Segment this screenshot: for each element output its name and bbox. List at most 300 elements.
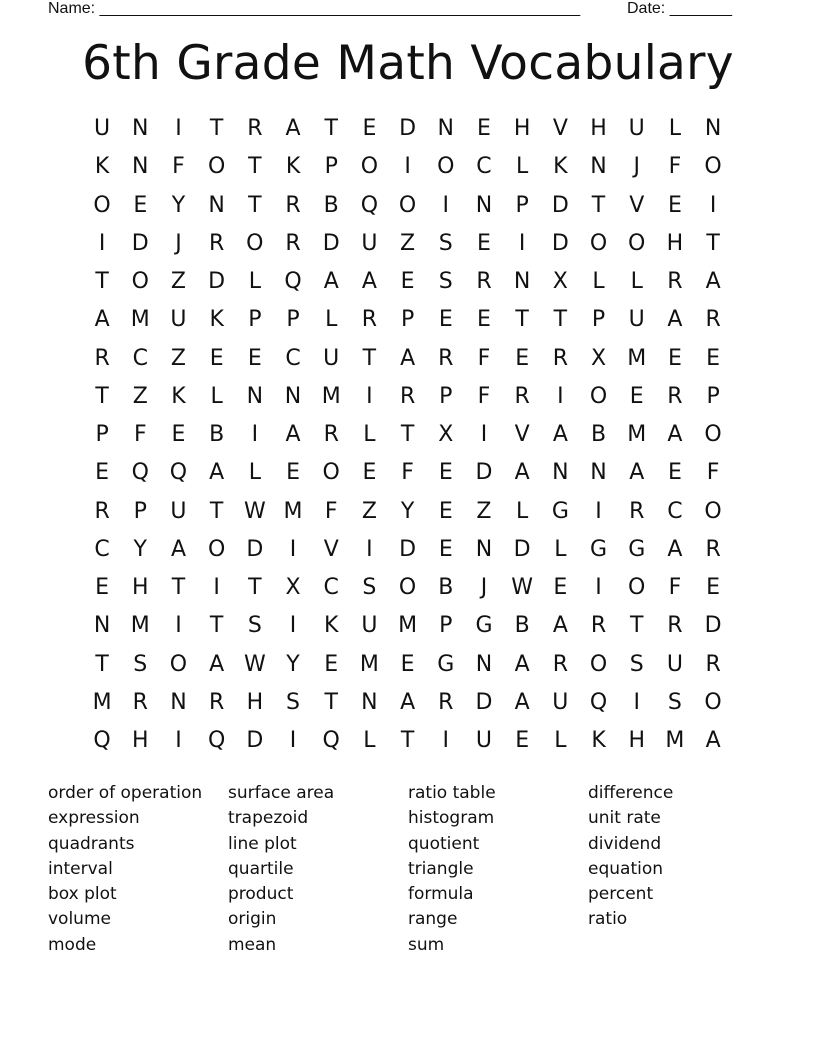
grid-letter[interactable]: E xyxy=(667,192,682,218)
grid-letter[interactable]: M xyxy=(665,728,685,753)
grid-letter[interactable]: N xyxy=(590,154,607,180)
grid-letter[interactable]: K xyxy=(171,383,186,409)
grid-letter[interactable]: R xyxy=(399,383,416,409)
grid-letter[interactable]: R xyxy=(94,345,110,371)
grid-letter[interactable]: B xyxy=(323,192,339,218)
grid-letter[interactable]: L xyxy=(554,536,567,562)
grid-letter[interactable]: O xyxy=(360,154,379,180)
grid-letter[interactable]: R xyxy=(285,192,301,218)
grid-letter[interactable]: R xyxy=(94,498,110,524)
grid-letter[interactable]: I xyxy=(251,422,259,447)
grid-letter[interactable]: G xyxy=(475,613,493,639)
grid-letter[interactable]: E xyxy=(515,345,530,371)
grid-letter[interactable]: K xyxy=(553,154,568,180)
grid-letter[interactable]: L xyxy=(363,422,376,447)
grid-letter[interactable]: T xyxy=(209,613,224,639)
grid-letter[interactable]: A xyxy=(361,269,377,294)
grid-letter[interactable]: G xyxy=(628,536,646,562)
grid-letter[interactable]: R xyxy=(209,230,225,256)
grid-letter[interactable]: J xyxy=(633,154,640,180)
grid-letter[interactable]: E xyxy=(515,728,530,753)
grid-letter[interactable]: T xyxy=(400,422,415,447)
grid-letter[interactable]: A xyxy=(323,269,339,294)
grid-letter[interactable]: Y xyxy=(400,498,415,524)
grid-letter[interactable]: O xyxy=(628,575,646,600)
grid-letter[interactable]: O xyxy=(398,575,417,600)
grid-letter[interactable]: O xyxy=(704,154,722,180)
grid-letter[interactable]: V xyxy=(323,536,339,562)
grid-letter[interactable]: I xyxy=(289,728,297,753)
grid-letter[interactable]: I xyxy=(289,536,297,562)
grid-letter[interactable]: N xyxy=(475,192,493,218)
grid-letter[interactable]: E xyxy=(286,460,300,486)
grid-letter[interactable]: P xyxy=(591,307,606,333)
grid-letter[interactable]: Q xyxy=(360,192,379,218)
grid-letter[interactable]: X xyxy=(285,575,301,600)
grid-letter[interactable]: E xyxy=(667,460,682,486)
grid-letter[interactable]: E xyxy=(133,192,148,218)
grid-letter[interactable]: M xyxy=(130,613,150,639)
grid-letter[interactable]: E xyxy=(438,307,453,333)
grid-letter[interactable]: T xyxy=(553,307,568,333)
grid-letter[interactable]: I xyxy=(595,498,602,524)
grid-letter[interactable]: P xyxy=(515,192,529,218)
grid-letter[interactable]: T xyxy=(171,575,186,600)
grid-letter[interactable]: N xyxy=(132,116,149,141)
grid-letter[interactable]: N xyxy=(475,651,493,677)
grid-letter[interactable]: F xyxy=(133,422,147,447)
grid-letter[interactable]: W xyxy=(243,498,266,524)
grid-letter[interactable]: B xyxy=(590,422,607,447)
grid-letter[interactable]: N xyxy=(93,613,111,639)
grid-letter[interactable]: T xyxy=(248,575,262,600)
grid-letter[interactable]: T xyxy=(324,116,338,141)
grid-letter[interactable]: E xyxy=(553,575,568,600)
grid-letter[interactable]: I xyxy=(480,422,488,447)
grid-letter[interactable]: P xyxy=(439,383,453,409)
grid-letter[interactable]: T xyxy=(95,269,109,294)
grid-letter[interactable]: F xyxy=(668,154,682,180)
grid-letter[interactable]: E xyxy=(209,345,224,371)
grid-letter[interactable]: R xyxy=(209,689,225,715)
grid-letter[interactable]: Y xyxy=(133,536,147,562)
grid-letter[interactable]: O xyxy=(704,498,722,524)
grid-letter[interactable]: C xyxy=(476,154,492,180)
grid-letter[interactable]: P xyxy=(248,307,262,333)
grid-letter[interactable]: S xyxy=(438,269,453,294)
grid-letter[interactable]: H xyxy=(666,230,684,256)
grid-letter[interactable]: O xyxy=(589,383,608,409)
grid-letter[interactable]: O xyxy=(93,192,111,218)
grid-letter[interactable]: O xyxy=(589,230,608,256)
grid-letter[interactable]: V xyxy=(552,116,568,141)
grid-letter[interactable]: D xyxy=(551,192,569,218)
grid-letter[interactable]: M xyxy=(359,651,379,677)
grid-letter[interactable]: Z xyxy=(361,498,377,524)
grid-letter[interactable]: F xyxy=(324,498,338,524)
word-item: dividend xyxy=(588,833,662,854)
grid-letter[interactable]: N xyxy=(284,383,302,409)
grid-letter[interactable]: M xyxy=(398,613,418,639)
grid-letter[interactable]: T xyxy=(95,651,109,677)
grid-letter[interactable]: R xyxy=(629,498,645,524)
name-field[interactable]: Name: ______________________________________________________ xyxy=(48,0,581,17)
grid-letter[interactable]: Z xyxy=(170,269,186,294)
grid-letter[interactable]: A xyxy=(629,460,645,486)
grid-letter[interactable]: E xyxy=(438,536,453,562)
grid-letter[interactable]: R xyxy=(361,307,378,333)
grid-letter[interactable]: N xyxy=(513,269,531,294)
grid-letter[interactable]: R xyxy=(590,613,607,639)
grid-letter[interactable]: R xyxy=(247,116,263,141)
grid-letter[interactable]: U xyxy=(552,689,569,715)
grid-letter[interactable]: N xyxy=(208,192,225,218)
grid-letter[interactable]: E xyxy=(438,460,453,486)
word-item: product xyxy=(228,884,294,905)
grid-letter[interactable]: A xyxy=(514,460,530,486)
grid-letter[interactable]: Q xyxy=(322,728,340,753)
grid-letter[interactable]: P xyxy=(400,307,415,333)
grid-letter[interactable]: E xyxy=(362,460,377,486)
grid-letter[interactable]: A xyxy=(514,689,530,715)
grid-letter[interactable]: X xyxy=(590,345,607,371)
grid-letter[interactable]: E xyxy=(477,116,491,141)
grid-letter[interactable]: K xyxy=(285,154,301,180)
grid-letter[interactable]: X xyxy=(438,422,454,447)
grid-letter[interactable]: P xyxy=(95,422,109,447)
grid-letter[interactable]: E xyxy=(706,345,721,371)
grid-letter[interactable]: K xyxy=(209,307,224,333)
grid-letter[interactable]: L xyxy=(325,307,338,333)
grid-letter[interactable]: O xyxy=(589,651,608,677)
grid-letter[interactable]: N xyxy=(552,460,569,486)
grid-letter[interactable]: D xyxy=(246,536,264,562)
grid-letter[interactable]: M xyxy=(627,345,647,371)
grid-letter[interactable]: L xyxy=(516,498,529,524)
word-item: quotient xyxy=(408,833,480,854)
grid-letter[interactable]: U xyxy=(628,307,645,333)
grid-letter[interactable]: O xyxy=(207,154,226,180)
grid-letter[interactable]: I xyxy=(98,230,106,256)
grid-letter[interactable]: R xyxy=(323,422,339,447)
grid-letter[interactable]: V xyxy=(514,422,530,447)
grid-letter[interactable]: I xyxy=(175,728,182,753)
grid-letter[interactable]: E xyxy=(629,383,644,409)
grid-letter[interactable]: T xyxy=(209,116,224,141)
grid-letter[interactable]: O xyxy=(398,192,417,218)
grid-letter[interactable]: L xyxy=(248,269,261,294)
grid-letter[interactable]: L xyxy=(516,154,529,180)
grid-letter[interactable]: A xyxy=(170,536,186,562)
grid-letter[interactable]: D xyxy=(208,269,226,294)
grid-letter[interactable]: E xyxy=(706,575,721,600)
word-item: box plot xyxy=(48,884,117,905)
grid-letter[interactable]: M xyxy=(130,307,150,333)
grid-letter[interactable]: N xyxy=(437,116,455,141)
grid-letter[interactable]: I xyxy=(366,383,373,409)
grid-letter[interactable]: O xyxy=(437,154,455,180)
word-column xyxy=(588,781,768,958)
grid-letter[interactable]: C xyxy=(323,575,339,600)
grid-letter[interactable]: E xyxy=(667,345,682,371)
grid-letter[interactable]: U xyxy=(475,728,493,753)
grid-letter[interactable]: A xyxy=(285,422,301,447)
grid-letter[interactable]: L xyxy=(668,116,682,141)
grid-letter[interactable]: U xyxy=(628,116,645,141)
grid-letter[interactable]: C xyxy=(132,345,148,371)
grid-letter[interactable]: A xyxy=(552,613,568,639)
grid-letter[interactable]: D xyxy=(246,728,264,753)
grid-letter[interactable]: N xyxy=(170,689,187,715)
date-field[interactable]: Date: _______ xyxy=(627,0,732,17)
grid-letter[interactable]: U xyxy=(94,116,111,141)
grid-letter[interactable]: A xyxy=(705,728,721,753)
grid-letter[interactable]: P xyxy=(286,307,300,333)
grid-letter[interactable]: D xyxy=(399,116,417,141)
grid-letter[interactable]: A xyxy=(667,422,683,447)
grid-letter[interactable]: T xyxy=(324,689,338,715)
grid-letter[interactable]: R xyxy=(705,307,721,333)
grid-letter[interactable]: E xyxy=(400,269,415,294)
grid-letter[interactable]: I xyxy=(595,575,602,600)
grid-letter[interactable]: U xyxy=(361,613,378,639)
grid-letter[interactable]: P xyxy=(439,613,453,639)
grid-letter[interactable]: Y xyxy=(171,192,186,218)
grid-letter[interactable]: R xyxy=(514,383,530,409)
grid-letter[interactable]: E xyxy=(247,345,262,371)
grid-letter[interactable]: U xyxy=(666,651,683,677)
grid-letter[interactable]: O xyxy=(322,460,340,486)
grid-letter[interactable]: F xyxy=(477,345,491,371)
grid-letter[interactable]: R xyxy=(132,689,148,715)
grid-letter[interactable]: B xyxy=(438,575,454,600)
grid-letter[interactable]: Z xyxy=(132,383,148,409)
grid-letter[interactable]: S xyxy=(133,651,148,677)
grid-letter[interactable]: T xyxy=(400,728,415,753)
grid-letter[interactable]: I xyxy=(404,154,411,180)
grid-letter[interactable]: I xyxy=(213,575,220,600)
grid-letter[interactable]: S xyxy=(438,230,453,256)
grid-letter[interactable]: T xyxy=(591,192,606,218)
grid-letter[interactable]: G xyxy=(551,498,569,524)
grid-letter[interactable]: D xyxy=(513,536,531,562)
grid-letter[interactable]: Q xyxy=(131,460,149,486)
grid-letter[interactable]: C xyxy=(667,498,683,524)
grid-letter[interactable]: R xyxy=(705,651,721,677)
grid-letter[interactable]: O xyxy=(207,536,226,562)
grid-letter[interactable]: R xyxy=(476,269,492,294)
grid-letter[interactable]: A xyxy=(667,536,683,562)
grid-letter[interactable]: A xyxy=(209,460,225,486)
grid-letter[interactable]: N xyxy=(132,154,149,180)
grid-letter[interactable]: T xyxy=(95,383,109,409)
grid-letter[interactable]: U xyxy=(170,307,187,333)
grid-letter[interactable]: A xyxy=(285,116,301,141)
grid-letter[interactable]: A xyxy=(400,345,416,371)
grid-letter[interactable]: Q xyxy=(589,689,608,715)
word-item: order of operation xyxy=(48,783,203,803)
grid-letter[interactable]: P xyxy=(324,154,338,180)
grid-letter[interactable]: V xyxy=(629,192,645,218)
grid-letter[interactable]: D xyxy=(475,689,493,715)
grid-letter[interactable]: I xyxy=(557,383,564,409)
grid-letter[interactable]: M xyxy=(92,689,112,715)
grid-letter[interactable]: T xyxy=(706,230,720,256)
grid-letter[interactable]: E xyxy=(324,651,339,677)
grid-letter[interactable]: O xyxy=(704,422,722,447)
grid-letter[interactable]: R xyxy=(667,613,683,639)
grid-letter[interactable]: O xyxy=(704,689,722,715)
grid-letter[interactable]: R xyxy=(667,269,683,294)
grid-letter[interactable]: S xyxy=(629,651,644,677)
grid-letter[interactable]: A xyxy=(94,307,110,333)
grid-letter[interactable]: G xyxy=(437,651,455,677)
grid-letter[interactable]: X xyxy=(552,269,568,294)
grid-letter[interactable]: M xyxy=(627,422,647,447)
grid-letter[interactable]: H xyxy=(132,575,149,600)
grid-letter[interactable]: U xyxy=(361,230,378,256)
grid-letter[interactable]: L xyxy=(363,728,376,753)
word-search-grid[interactable] xyxy=(83,110,732,760)
grid-letter[interactable]: T xyxy=(248,192,262,218)
grid-letter[interactable]: B xyxy=(209,422,225,447)
grid-letter[interactable]: S xyxy=(286,689,301,715)
grid-letter[interactable]: D xyxy=(704,613,722,639)
grid-letter[interactable]: Q xyxy=(284,269,302,294)
grid-letter[interactable]: F xyxy=(668,575,682,600)
grid-letter[interactable]: F xyxy=(172,154,185,180)
grid-letter[interactable]: O xyxy=(628,230,646,256)
grid-letter[interactable]: A xyxy=(705,269,721,294)
grid-letter[interactable]: S xyxy=(247,613,262,639)
grid-letter[interactable]: P xyxy=(133,498,147,524)
grid-letter[interactable]: W xyxy=(243,651,266,677)
grid-letter[interactable]: A xyxy=(400,689,416,715)
grid-letter[interactable]: O xyxy=(131,269,149,294)
grid-letter[interactable]: I xyxy=(366,536,373,562)
grid-letter[interactable]: R xyxy=(285,230,301,256)
grid-letter[interactable]: U xyxy=(170,498,187,524)
grid-letter[interactable]: A xyxy=(209,651,225,677)
grid-letter[interactable]: Z xyxy=(400,230,416,256)
grid-letter[interactable]: C xyxy=(94,536,110,562)
grid-letter[interactable]: Q xyxy=(93,728,111,753)
grid-letter[interactable]: H xyxy=(513,116,531,141)
grid-letter[interactable]: I xyxy=(518,230,526,256)
grid-letter[interactable]: C xyxy=(285,345,301,371)
grid-letter[interactable]: S xyxy=(667,689,682,715)
grid-letter[interactable]: B xyxy=(514,613,530,639)
grid-letter[interactable]: H xyxy=(132,728,149,753)
grid-letter[interactable]: L xyxy=(554,728,567,753)
grid-letter[interactable]: A xyxy=(667,307,683,333)
grid-letter[interactable]: F xyxy=(477,383,491,409)
grid-letter[interactable]: K xyxy=(324,613,339,639)
grid-letter[interactable]: T xyxy=(209,498,224,524)
grid-letter[interactable]: R xyxy=(667,383,683,409)
grid-letter[interactable]: L xyxy=(210,383,223,409)
grid-letter[interactable]: R xyxy=(705,536,721,562)
grid-letter[interactable]: R xyxy=(438,345,454,371)
grid-letter[interactable]: Q xyxy=(207,728,226,753)
grid-letter[interactable]: I xyxy=(709,192,717,218)
grid-letter[interactable]: G xyxy=(590,536,608,562)
grid-letter[interactable]: Q xyxy=(169,460,188,486)
grid-letter[interactable]: L xyxy=(630,269,643,294)
grid-letter[interactable]: N xyxy=(246,383,264,409)
grid-letter[interactable]: J xyxy=(480,575,488,600)
grid-letter[interactable]: I xyxy=(442,192,450,218)
grid-letter[interactable]: H xyxy=(628,728,645,753)
grid-letter[interactable]: D xyxy=(551,230,569,256)
grid-letter[interactable]: L xyxy=(248,460,261,486)
grid-letter[interactable]: I xyxy=(175,613,182,639)
grid-letter[interactable]: N xyxy=(361,689,378,715)
grid-letter[interactable]: E xyxy=(95,575,110,600)
word-item: difference xyxy=(588,783,674,803)
grid-letter[interactable]: A xyxy=(552,422,568,447)
grid-letter[interactable]: N xyxy=(590,460,607,486)
grid-letter[interactable]: J xyxy=(175,230,182,256)
grid-letter[interactable]: D xyxy=(322,230,340,256)
grid-letter[interactable]: L xyxy=(592,269,605,294)
grid-letter[interactable]: N xyxy=(704,116,722,141)
grid-letter[interactable]: Z xyxy=(170,345,186,371)
grid-letter[interactable]: E xyxy=(171,422,186,447)
grid-letter[interactable]: R xyxy=(552,345,568,371)
grid-letter[interactable]: T xyxy=(362,345,377,371)
grid-letter[interactable]: D xyxy=(399,536,417,562)
grid-letter[interactable]: O xyxy=(169,651,188,677)
grid-letter[interactable]: H xyxy=(246,689,264,715)
grid-letter[interactable]: I xyxy=(175,116,182,141)
grid-letter[interactable]: E xyxy=(400,651,415,677)
grid-letter[interactable]: E xyxy=(95,460,110,486)
grid-letter[interactable]: P xyxy=(706,383,720,409)
grid-letter[interactable]: A xyxy=(514,651,530,677)
grid-letter[interactable]: Z xyxy=(476,498,492,524)
grid-letter[interactable]: E xyxy=(477,307,491,333)
grid-letter[interactable]: I xyxy=(289,613,297,639)
grid-letter[interactable]: M xyxy=(283,498,303,524)
grid-letter[interactable]: T xyxy=(515,307,529,333)
grid-letter[interactable]: K xyxy=(94,154,110,180)
grid-letter[interactable]: E xyxy=(438,498,453,524)
word-item: quadrants xyxy=(48,833,135,854)
grid-letter[interactable]: E xyxy=(362,116,377,141)
grid-letter[interactable]: F xyxy=(401,460,414,486)
grid-letter[interactable]: F xyxy=(706,460,720,486)
grid-letter[interactable]: N xyxy=(475,536,493,562)
grid-letter[interactable]: E xyxy=(477,230,491,256)
grid-letter[interactable]: K xyxy=(591,728,606,753)
grid-letter[interactable]: W xyxy=(511,575,534,600)
grid-letter[interactable]: I xyxy=(442,728,450,753)
grid-letter[interactable]: R xyxy=(552,651,568,677)
grid-letter[interactable]: D xyxy=(475,460,493,486)
grid-letter[interactable]: I xyxy=(633,689,640,715)
grid-letter[interactable]: U xyxy=(323,345,340,371)
grid-letter[interactable]: T xyxy=(248,154,262,180)
grid-letter[interactable]: T xyxy=(629,613,644,639)
grid-letter[interactable]: Y xyxy=(286,651,300,677)
grid-letter[interactable]: S xyxy=(362,575,377,600)
grid-letter[interactable]: H xyxy=(590,116,607,141)
grid-letter[interactable]: O xyxy=(246,230,264,256)
grid-letter[interactable]: M xyxy=(321,383,341,409)
grid-letter[interactable]: R xyxy=(438,689,454,715)
grid-letter[interactable]: D xyxy=(131,230,149,256)
